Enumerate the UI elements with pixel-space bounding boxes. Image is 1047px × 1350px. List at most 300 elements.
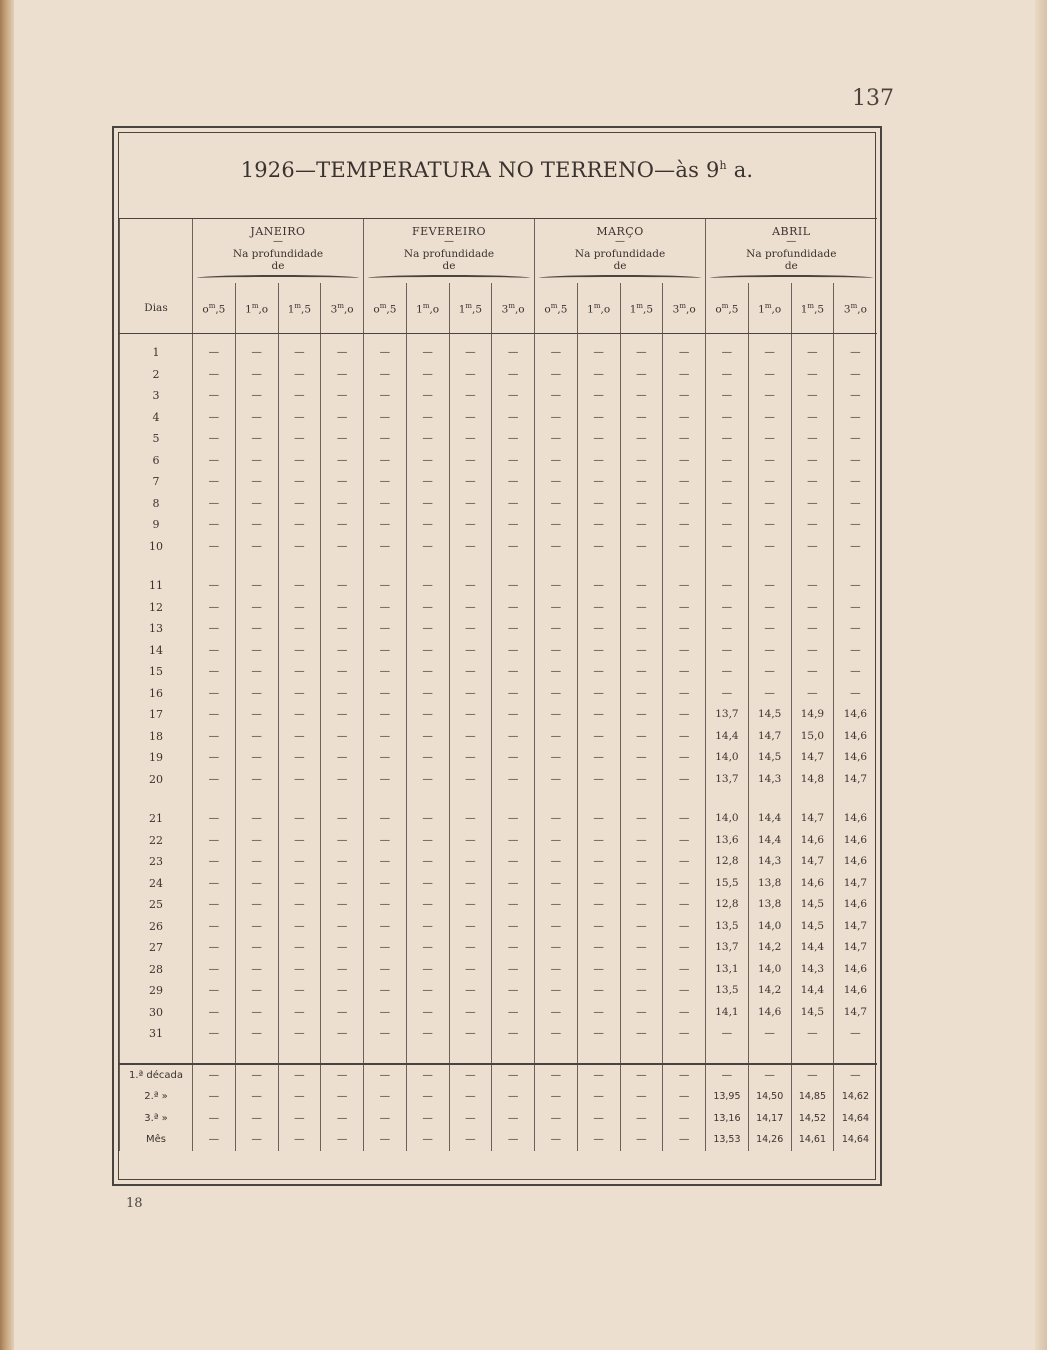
table-row <box>120 851 877 873</box>
value-cell: — <box>492 618 535 640</box>
value-cell: — <box>620 851 663 873</box>
depth-header-cell: 1$^m$,5 <box>791 283 834 334</box>
value-cell: — <box>620 959 663 981</box>
value-cell: — <box>535 959 578 981</box>
table-row <box>120 618 877 640</box>
value-cell: — <box>235 916 278 938</box>
table-row <box>120 916 877 938</box>
value-cell-abril: 14,5 <box>748 747 791 769</box>
value-cell: — <box>321 726 364 748</box>
month-dash: — <box>786 236 797 247</box>
depth-header-cell: 1$^m$,5 <box>620 283 663 334</box>
value-cell: — <box>449 450 492 472</box>
value-cell: — <box>535 661 578 683</box>
title-text: —TEMPERATURA NO TERRENO—às 9 <box>294 158 720 182</box>
value-cell-abril: 14,6 <box>834 747 877 769</box>
value-cell: — <box>577 959 620 981</box>
value-cell: — <box>278 916 321 938</box>
value-cell: — <box>492 471 535 493</box>
value-cell: — <box>535 618 578 640</box>
value-cell: — <box>663 334 706 364</box>
value-cell: — <box>278 334 321 364</box>
value-cell: — <box>577 661 620 683</box>
value-cell: — <box>492 364 535 386</box>
day-cell: 2 <box>120 364 193 386</box>
depth-caption-de: de <box>271 260 285 272</box>
day-cell: 25 <box>120 894 193 916</box>
value-cell: — <box>278 385 321 407</box>
day-cell: 31 <box>120 1023 193 1045</box>
value-cell: — <box>321 873 364 895</box>
value-cell-abril: 14,4 <box>748 808 791 830</box>
value-cell: — <box>449 661 492 683</box>
value-cell: — <box>235 769 278 791</box>
value-cell: — <box>278 1129 321 1151</box>
value-cell: — <box>235 980 278 1002</box>
value-cell: — <box>278 428 321 450</box>
value-cell-abril: — <box>791 514 834 536</box>
value-cell: — <box>278 704 321 726</box>
value-cell-abril: 14,85 <box>791 1086 834 1108</box>
value-cell: — <box>577 683 620 705</box>
value-cell: — <box>449 597 492 619</box>
value-cell: — <box>321 747 364 769</box>
value-cell: — <box>193 808 236 830</box>
value-cell: — <box>449 385 492 407</box>
value-cell: — <box>193 726 236 748</box>
value-cell: — <box>364 450 407 472</box>
value-cell-abril: 14,0 <box>706 747 749 769</box>
value-cell: — <box>535 536 578 558</box>
value-cell: — <box>535 334 578 364</box>
value-cell: — <box>406 937 449 959</box>
value-cell: — <box>364 704 407 726</box>
value-cell: — <box>278 894 321 916</box>
day-cell: 8 <box>120 493 193 515</box>
value-cell: — <box>663 575 706 597</box>
value-cell: — <box>278 1108 321 1130</box>
value-cell: — <box>406 1086 449 1108</box>
value-cell: — <box>577 597 620 619</box>
value-cell: — <box>492 726 535 748</box>
value-cell-abril: 13,7 <box>706 769 749 791</box>
spacer-row <box>120 1045 877 1064</box>
depth-header-cell: 1$^m$,o <box>577 283 620 334</box>
value-cell-abril: 13,6 <box>706 830 749 852</box>
depth-caption-de: de <box>442 260 456 272</box>
value-cell: — <box>193 851 236 873</box>
value-cell: — <box>193 618 236 640</box>
month-name: MARÇO <box>596 225 644 238</box>
value-cell: — <box>193 334 236 364</box>
value-cell-abril: — <box>791 407 834 429</box>
value-cell: — <box>492 683 535 705</box>
value-cell: — <box>577 1086 620 1108</box>
value-cell-abril: — <box>834 471 877 493</box>
value-cell: — <box>492 536 535 558</box>
value-cell: — <box>235 1023 278 1045</box>
value-cell: — <box>235 747 278 769</box>
table-body <box>120 334 877 1151</box>
value-cell: — <box>535 428 578 450</box>
value-cell: — <box>278 640 321 662</box>
day-cell: 22 <box>120 830 193 852</box>
value-cell-abril: — <box>748 1064 791 1087</box>
value-cell-abril: — <box>791 385 834 407</box>
month-header-marco <box>535 219 706 284</box>
value-cell: — <box>492 894 535 916</box>
value-cell: — <box>364 536 407 558</box>
value-cell: — <box>492 428 535 450</box>
value-cell: — <box>406 661 449 683</box>
value-cell: — <box>492 959 535 981</box>
month-dash: — <box>273 236 283 247</box>
value-cell: — <box>406 683 449 705</box>
value-cell-abril: — <box>791 428 834 450</box>
value-cell-abril: 14,6 <box>834 704 877 726</box>
value-cell-abril: — <box>706 640 749 662</box>
day-cell: 6 <box>120 450 193 472</box>
depth-caption: Na profundidade <box>746 248 837 260</box>
value-cell-abril: 14,7 <box>791 747 834 769</box>
value-cell: — <box>278 575 321 597</box>
summary-label: Mês <box>120 1129 193 1151</box>
value-cell: — <box>278 493 321 515</box>
value-cell: — <box>364 1023 407 1045</box>
value-cell-abril: 14,7 <box>834 873 877 895</box>
value-cell: — <box>535 1108 578 1130</box>
value-cell: — <box>364 980 407 1002</box>
value-cell: — <box>492 334 535 364</box>
value-cell-abril: — <box>834 575 877 597</box>
value-cell: — <box>577 894 620 916</box>
value-cell: — <box>193 894 236 916</box>
value-cell: — <box>620 1023 663 1045</box>
value-cell-abril: 14,0 <box>748 959 791 981</box>
value-cell: — <box>492 704 535 726</box>
value-cell-abril: 14,7 <box>791 851 834 873</box>
value-cell: — <box>406 1023 449 1045</box>
value-cell: — <box>321 536 364 558</box>
value-cell: — <box>492 1129 535 1151</box>
value-cell: — <box>620 1086 663 1108</box>
value-cell: — <box>406 808 449 830</box>
value-cell-abril: — <box>834 1023 877 1045</box>
page-number: 137 <box>852 86 894 111</box>
value-cell: — <box>535 851 578 873</box>
value-cell: — <box>449 959 492 981</box>
value-cell: — <box>620 575 663 597</box>
value-cell: — <box>235 536 278 558</box>
value-cell: — <box>321 514 364 536</box>
value-cell: — <box>321 959 364 981</box>
temperature-table <box>119 218 877 1151</box>
value-cell-abril: 14,17 <box>748 1108 791 1130</box>
value-cell: — <box>193 937 236 959</box>
value-cell: — <box>492 873 535 895</box>
value-cell-abril: 14,3 <box>791 959 834 981</box>
value-cell: — <box>577 830 620 852</box>
value-cell: — <box>193 916 236 938</box>
day-cell: 13 <box>120 618 193 640</box>
value-cell-abril: — <box>834 450 877 472</box>
value-cell: — <box>364 1108 407 1130</box>
value-cell: — <box>406 1129 449 1151</box>
value-cell: — <box>663 916 706 938</box>
value-cell-abril: — <box>706 514 749 536</box>
value-cell-abril: 13,7 <box>706 937 749 959</box>
value-cell-abril: 14,4 <box>791 980 834 1002</box>
value-cell: — <box>406 1108 449 1130</box>
value-cell: — <box>235 640 278 662</box>
value-cell: — <box>620 830 663 852</box>
value-cell: — <box>535 769 578 791</box>
table-row <box>120 450 877 472</box>
value-cell: — <box>663 661 706 683</box>
value-cell: — <box>364 769 407 791</box>
value-cell-abril: — <box>706 385 749 407</box>
value-cell-abril: — <box>706 493 749 515</box>
value-cell: — <box>235 1064 278 1087</box>
table-row <box>120 769 877 791</box>
value-cell-abril: — <box>748 364 791 386</box>
table-row <box>120 471 877 493</box>
value-cell: — <box>492 769 535 791</box>
value-cell: — <box>620 769 663 791</box>
value-cell: — <box>193 471 236 493</box>
value-cell: — <box>321 851 364 873</box>
value-cell-abril: — <box>834 618 877 640</box>
value-cell: — <box>406 894 449 916</box>
value-cell: — <box>193 364 236 386</box>
table-row <box>120 514 877 536</box>
value-cell: — <box>663 407 706 429</box>
value-cell: — <box>278 959 321 981</box>
table-row <box>120 661 877 683</box>
value-cell: — <box>535 937 578 959</box>
value-cell: — <box>321 640 364 662</box>
table-row <box>120 428 877 450</box>
value-cell: — <box>193 1108 236 1130</box>
value-cell-abril: — <box>706 428 749 450</box>
value-cell: — <box>492 575 535 597</box>
value-cell: — <box>406 1002 449 1024</box>
value-cell: — <box>577 1129 620 1151</box>
value-cell-abril: — <box>834 407 877 429</box>
value-cell: — <box>321 661 364 683</box>
value-cell: — <box>193 428 236 450</box>
depth-header-cell: $o^m,5$ <box>193 283 236 334</box>
value-cell: — <box>663 808 706 830</box>
value-cell: — <box>278 514 321 536</box>
value-cell: — <box>577 873 620 895</box>
value-cell-abril: — <box>706 471 749 493</box>
value-cell: — <box>492 916 535 938</box>
value-cell: — <box>364 514 407 536</box>
value-cell: — <box>235 575 278 597</box>
table-row <box>120 830 877 852</box>
month-header-janeiro <box>193 219 364 284</box>
value-cell: — <box>535 916 578 938</box>
value-cell: — <box>492 514 535 536</box>
depth-header-cell: 3$^m$,o <box>663 283 706 334</box>
value-cell: — <box>321 704 364 726</box>
depth-header-cell: $o^m,5$ <box>535 283 578 334</box>
value-cell-abril: 14,2 <box>748 937 791 959</box>
value-cell: — <box>321 916 364 938</box>
value-cell: — <box>663 1086 706 1108</box>
value-cell-abril: 14,6 <box>834 726 877 748</box>
value-cell: — <box>406 704 449 726</box>
value-cell-abril: 14,5 <box>791 916 834 938</box>
value-cell: — <box>449 683 492 705</box>
value-cell: — <box>278 1086 321 1108</box>
value-cell-abril: 14,1 <box>706 1002 749 1024</box>
value-cell: — <box>663 1023 706 1045</box>
value-cell: — <box>535 385 578 407</box>
value-cell: — <box>364 894 407 916</box>
value-cell: — <box>577 334 620 364</box>
value-cell: — <box>449 1129 492 1151</box>
value-cell: — <box>364 916 407 938</box>
value-cell: — <box>492 1086 535 1108</box>
value-cell: — <box>577 1108 620 1130</box>
day-cell: 3 <box>120 385 193 407</box>
value-cell-abril: 14,0 <box>706 808 749 830</box>
value-cell: — <box>321 618 364 640</box>
value-cell-abril: 14,5 <box>748 704 791 726</box>
value-cell: — <box>620 428 663 450</box>
value-cell: — <box>193 597 236 619</box>
value-cell-abril: — <box>706 597 749 619</box>
value-cell-abril: 14,8 <box>791 769 834 791</box>
value-cell: — <box>235 428 278 450</box>
value-cell: — <box>663 726 706 748</box>
value-cell-abril: — <box>748 683 791 705</box>
table-row <box>120 575 877 597</box>
value-cell: — <box>535 980 578 1002</box>
value-cell-abril: 14,5 <box>791 1002 834 1024</box>
value-cell-abril: — <box>748 1023 791 1045</box>
value-cell: — <box>321 493 364 515</box>
value-cell: — <box>535 873 578 895</box>
value-cell-abril: 14,62 <box>834 1086 877 1108</box>
value-cell: — <box>406 726 449 748</box>
value-cell: — <box>278 808 321 830</box>
value-cell: — <box>663 683 706 705</box>
value-cell: — <box>577 1002 620 1024</box>
depth-header-cell: $o^m,5$ <box>706 283 749 334</box>
value-cell: — <box>193 450 236 472</box>
brace <box>539 275 701 281</box>
value-cell-abril: 13,1 <box>706 959 749 981</box>
value-cell: — <box>406 851 449 873</box>
days-header <box>120 219 193 284</box>
day-cell: 27 <box>120 937 193 959</box>
value-cell: — <box>321 1002 364 1024</box>
value-cell: — <box>364 493 407 515</box>
value-cell: — <box>321 597 364 619</box>
value-cell: — <box>364 640 407 662</box>
value-cell-abril: — <box>834 334 877 364</box>
value-cell: — <box>535 471 578 493</box>
value-cell: — <box>535 894 578 916</box>
value-cell: — <box>278 407 321 429</box>
value-cell-abril: 14,6 <box>748 1002 791 1024</box>
value-cell: — <box>577 407 620 429</box>
value-cell-abril: 14,6 <box>834 894 877 916</box>
value-cell: — <box>278 1064 321 1087</box>
value-cell-abril: 14,6 <box>834 980 877 1002</box>
value-cell: — <box>364 808 407 830</box>
depth-header-cell: $o^m,5$ <box>364 283 407 334</box>
value-cell: — <box>663 493 706 515</box>
day-cell: 23 <box>120 851 193 873</box>
day-cell: 9 <box>120 514 193 536</box>
value-cell: — <box>535 514 578 536</box>
value-cell-abril: 13,8 <box>748 894 791 916</box>
value-cell-abril: 14,7 <box>834 916 877 938</box>
value-cell: — <box>492 830 535 852</box>
value-cell-abril: — <box>748 334 791 364</box>
value-cell: — <box>577 575 620 597</box>
value-cell: — <box>193 1064 236 1087</box>
value-cell: — <box>620 364 663 386</box>
value-cell-abril: — <box>834 1064 877 1087</box>
value-cell: — <box>577 769 620 791</box>
value-cell: — <box>193 704 236 726</box>
brace <box>197 275 359 281</box>
value-cell-abril: 14,6 <box>834 808 877 830</box>
day-cell: 20 <box>120 769 193 791</box>
value-cell: — <box>620 937 663 959</box>
summary-row <box>120 1086 877 1108</box>
value-cell: — <box>449 830 492 852</box>
value-cell: — <box>406 597 449 619</box>
value-cell: — <box>620 873 663 895</box>
value-cell-abril: 14,61 <box>791 1129 834 1151</box>
value-cell: — <box>278 683 321 705</box>
value-cell: — <box>577 747 620 769</box>
value-cell: — <box>620 916 663 938</box>
value-cell: — <box>235 661 278 683</box>
value-cell: — <box>492 661 535 683</box>
day-cell: 10 <box>120 536 193 558</box>
value-cell: — <box>663 428 706 450</box>
value-cell: — <box>535 1064 578 1087</box>
value-cell-abril: — <box>834 597 877 619</box>
value-cell: — <box>449 1108 492 1130</box>
value-cell-abril: — <box>706 536 749 558</box>
value-cell-abril: — <box>706 334 749 364</box>
value-cell-abril: — <box>791 334 834 364</box>
value-cell: — <box>663 1129 706 1151</box>
value-cell: — <box>406 769 449 791</box>
value-cell: — <box>406 514 449 536</box>
value-cell: — <box>278 661 321 683</box>
value-cell-abril: 14,7 <box>834 937 877 959</box>
value-cell: — <box>278 471 321 493</box>
value-cell: — <box>364 1002 407 1024</box>
day-cell: 29 <box>120 980 193 1002</box>
value-cell: — <box>620 661 663 683</box>
value-cell: — <box>364 661 407 683</box>
value-cell: — <box>235 493 278 515</box>
value-cell: — <box>449 873 492 895</box>
value-cell: — <box>278 873 321 895</box>
value-cell: — <box>321 830 364 852</box>
summary-label: 2.ª » <box>120 1086 193 1108</box>
